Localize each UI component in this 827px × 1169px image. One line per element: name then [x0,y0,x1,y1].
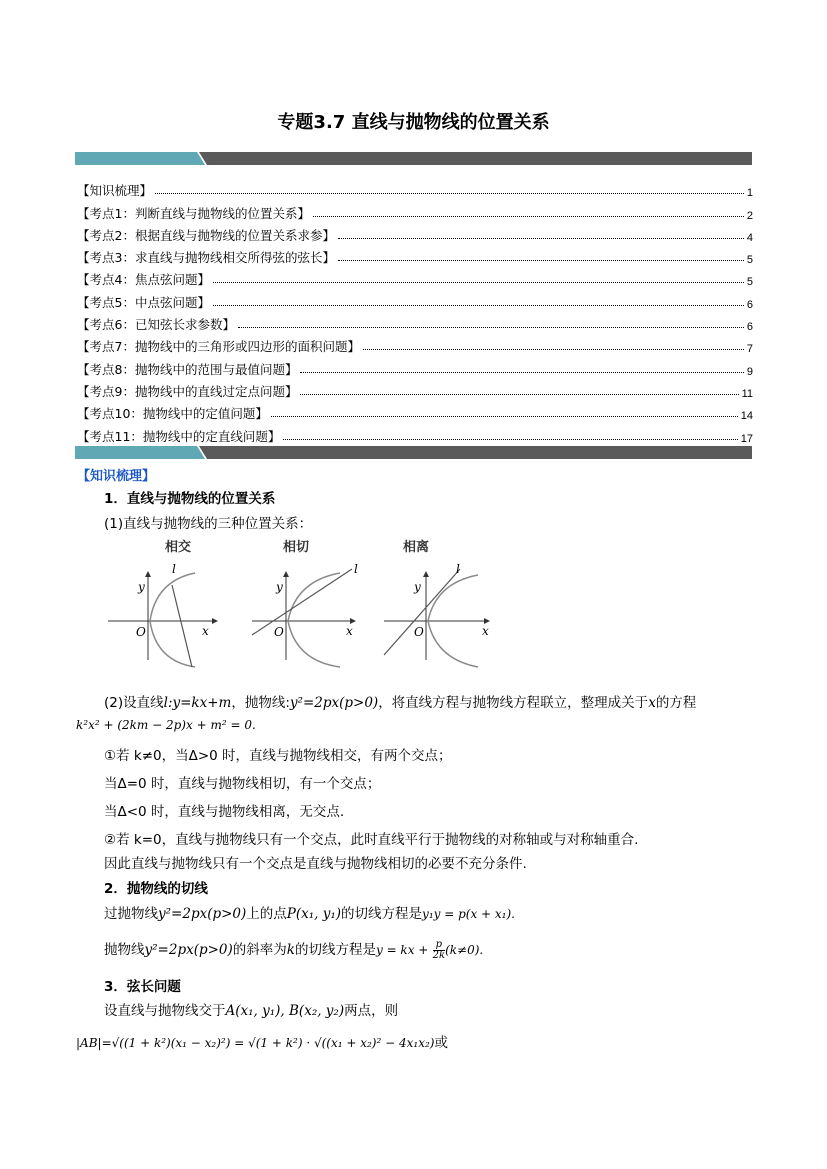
toc-leader-dots [283,439,737,440]
toc-entry-label: 【知识梳理】 [77,183,153,199]
case-delta-positive: ①若 k≠0，当Δ>0 时，直线与抛物线相交，有两个交点； [104,748,452,764]
divider-bar-bottom [75,446,752,459]
toc-entry-page: 9 [746,365,753,378]
toc-entry-page: 4 [746,231,753,244]
toc-leader-dots [300,372,743,373]
toc-entry[interactable] [77,422,753,444]
conclusion-note: 因此直线与抛物线只有一个交点是直线与抛物线相切的必要不充分条件. [104,856,527,872]
axis-y-label: y [414,580,421,594]
graph-label-intersect: 相交 [165,540,192,555]
toc-entry-page: 17 [740,432,753,445]
tangent-at-point: 过抛物线y²=2px(p>0)上的点P(x₁, y₁)的切线方程是y₁y = p(x + x₁). [104,906,515,922]
toc-entry-label: 【考点2：根据直线与抛物线的位置关系求参】 [77,227,335,243]
toc-entry[interactable] [77,244,753,266]
graph-separate [384,562,490,667]
toc-leader-dots [271,416,738,417]
toc-leader-dots [363,349,744,350]
toc-entry[interactable] [77,333,753,355]
toc-entry-label: 【考点3：求直线与抛物线相交所得弦的弦长】 [77,250,335,266]
toc-entry-page: 11 [741,387,753,400]
toc-entry-label: 【考点10：抛物线中的定值问题】 [77,406,268,422]
toc-entry-label: 【考点4：焦点弦问题】 [77,272,210,288]
subheading-position: 1．直线与抛物线的位置关系 [104,491,276,507]
divider-bar-top [75,152,752,165]
toc-entry[interactable] [77,355,753,377]
axis-y-label: y [138,580,145,594]
toc-entry-page: 6 [746,298,753,311]
case-delta-zero: 当Δ=0 时，直线与抛物线相切，有一个交点； [104,776,381,792]
tangent-with-slope: 抛物线y²=2px(p>0)的斜率为k的切线方程是y = kx + $\frac{p}{2k}$ (k≠0). [104,938,484,961]
table-of-contents [77,177,753,445]
origin-label: O [274,625,284,639]
toc-entry[interactable] [77,177,753,199]
toc-entry-label: 【考点7：抛物线中的三角形或四边形的面积问题】 [77,339,360,355]
case-delta-negative: 当Δ<0 时，直线与抛物线相离，无交点. [104,804,345,820]
toc-entry[interactable] [77,222,753,244]
paragraph-substitution: (2)设直线l:y=kx+m，抛物线:y²=2px(p>0)，将直线方程与抛物线方程联立，整理成关于x的方程 [104,695,697,711]
quadratic-equation: k²x² + (2km − 2p)x + m² = 0. [76,718,256,732]
chord-setup: 设直线与抛物线交于A(x₁, y₁), B(x₂, y₂)两点，则 [104,1003,399,1019]
toc-entry-page: 14 [740,410,753,423]
toc-leader-dots [338,238,744,239]
toc-leader-dots [338,260,744,261]
origin-label: O [414,625,424,639]
toc-entry[interactable] [77,400,753,422]
axis-y-label: y [276,580,283,594]
axis-x-label: x [202,624,209,638]
graph-intersect [108,562,218,667]
graph-label-tangent: 相切 [283,540,310,555]
toc-entry-label: 【考点8：抛物线中的范围与最值问题】 [77,361,298,377]
toc-entry-page: 5 [746,276,753,289]
toc-entry-label: 【考点1：判断直线与抛物线的位置关系】 [77,205,310,221]
toc-entry-page: 2 [746,209,753,222]
toc-entry-label: 【考点11：抛物线中的定直线问题】 [77,428,281,444]
graph-label-separate: 相离 [403,540,430,555]
toc-leader-dots [213,305,744,306]
toc-leader-dots [313,216,744,217]
toc-entry[interactable] [77,288,753,310]
toc-entry[interactable] [77,311,753,333]
axis-x-label: x [482,624,489,638]
toc-leader-dots [300,394,738,395]
subheading-chord-length: 3．弦长问题 [104,979,181,995]
graph-tangent [252,562,358,667]
toc-entry[interactable] [77,199,753,221]
subheading-tangent: 2．抛物线的切线 [104,881,208,897]
section-heading: 【知识梳理】 [77,469,156,484]
parabola-line-graphs [100,555,500,670]
toc-leader-dots [213,282,744,283]
toc-entry[interactable] [77,378,753,400]
line-label: l [172,562,176,576]
toc-entry-page: 7 [746,343,753,356]
toc-leader-dots [238,327,744,328]
toc-leader-dots [155,193,744,194]
toc-entry-label: 【考点6：已知弦长求参数】 [77,317,235,333]
toc-entry-label: 【考点9：抛物线中的直线过定点问题】 [77,383,298,399]
chord-length-formula: |AB|=√((1 + k²)(x₁ − x₂)²) = √(1 + k²) · √((x₁ + x₂)² − 4x₁x₂)或 [76,1035,448,1051]
line-label: l [354,562,358,576]
toc-entry-label: 【考点5：中点弦问题】 [77,294,210,310]
toc-entry-page: 5 [746,254,753,267]
origin-label: O [136,625,146,639]
case-k-zero: ②若 k=0，直线与抛物线只有一个交点，此时直线平行于抛物线的对称轴或与对称轴重合. [104,832,639,848]
toc-entry-page: 6 [746,321,753,334]
toc-entry-page: 1 [746,187,753,200]
axis-x-label: x [346,624,353,638]
page-title: 专题3.7 直线与抛物线的位置关系 [277,112,550,133]
line-label: l [456,562,460,576]
toc-entry[interactable] [77,266,753,288]
paragraph-three-relations: (1)直线与抛物线的三种位置关系： [104,516,313,532]
